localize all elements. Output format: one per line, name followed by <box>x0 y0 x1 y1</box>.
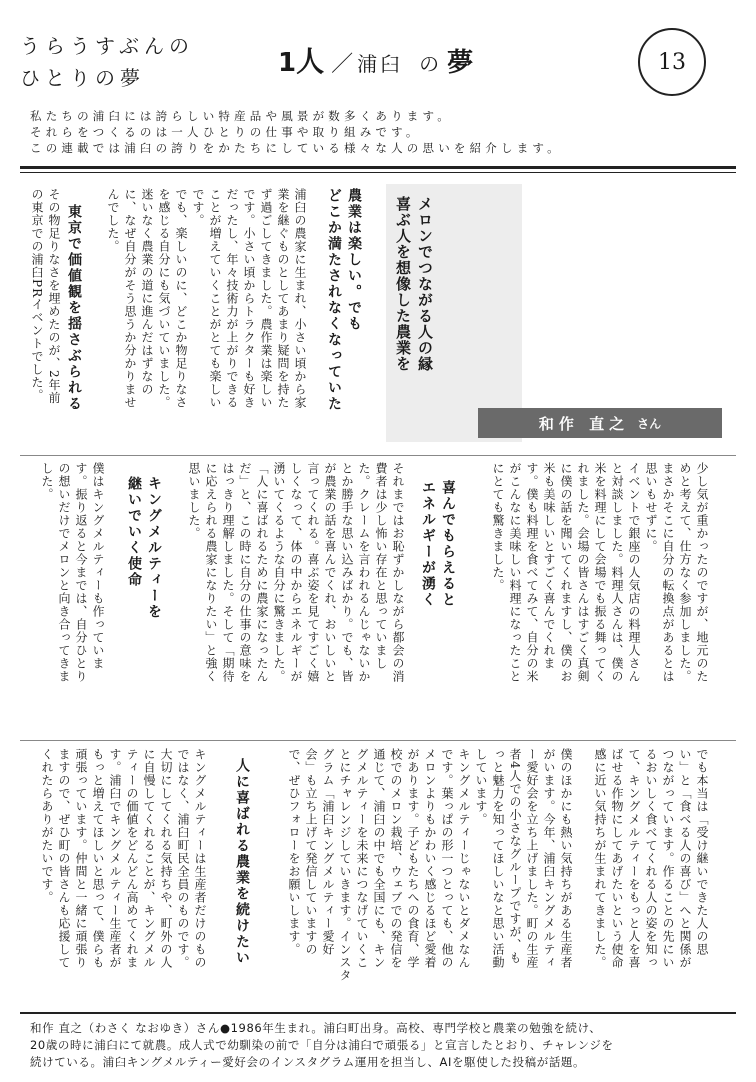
row1-heading-2: 東京で価値観を揺さぶられる <box>66 204 82 412</box>
intro-line3: この連載では浦臼の誇りをかたちにしている様々な人の思いを紹介します。 <box>30 141 563 155</box>
profile-text: 和作 直之（わさく なおゆき）さん●1986年生まれ。浦臼町出身。高校、専門学校と農業の勉強を続け、 20歳の時に浦臼にて就農。成人式で幼馴染の前で「自分は浦臼で頑張る」と宣言したとおり、チャレンジを 続けている。浦臼キングメルティー愛好会のインスタグラム運用を担当し、AIを駆使した投稿が話題。 <box>30 1021 614 1069</box>
interviewee-honorific: さん <box>637 416 662 431</box>
row2-body-2: 僕はキングメルティーも作っていま す。振り返ると今までは、自分ひとり の想いだけでメロンと向き合ってきま した。 <box>40 462 105 683</box>
row3-body-end: キングメルティーは生産者だけのもの ではなく、浦臼町民全員のものです。 大切にしてくれる気持ちや、町外の人 に自慢してくれることが、キングメル ティーの価値をどんどん高めてくれま す。浦臼でキングメルティー生産者が もっと増えてほしいと思って、僕らも 頑張っています。仲間と一緒に頑張り ますので、ぜひ町の皆さんも応援して くれたらありがたいです。 <box>40 748 207 969</box>
row2-divider <box>20 740 736 741</box>
title-place: 浦臼 <box>357 52 404 76</box>
main-title <box>278 40 473 80</box>
profile-rule <box>20 1012 736 1014</box>
row1-heading-1: 農業は楽しい。でも どこか満たされなくなっていた <box>326 188 362 412</box>
header-rule-thick <box>20 166 736 169</box>
intro-text <box>30 108 730 156</box>
row3-heading: 人に喜ばれる農業を続けたい <box>234 758 250 966</box>
title-person: 人 <box>296 45 326 78</box>
title-particle: の <box>419 52 440 76</box>
series-title-line2: ひとりの夢 <box>20 66 145 90</box>
interviewee-name-bar <box>478 408 722 438</box>
issue-number-badge <box>638 28 706 96</box>
row1-divider <box>20 455 736 456</box>
row2-heading-1: 喜んでもらえると エネルギーが湧く <box>420 480 456 608</box>
title-number: 1 <box>278 48 297 78</box>
intro-line2: それらをつくるのは一人ひとりの仕事や取り組みです。 <box>30 125 422 139</box>
interviewee-name: 和作 直之 <box>538 414 630 433</box>
lead-title: メロンでつながる人の縁 喜ぶ人を想像した農業を <box>394 196 434 372</box>
row2-body-1: それまではお恥ずかしながら都会の消 費者は少し怖い存在と思っていまし た。クレームを言われるんじゃないか とか勝手な思い込みばかり。でも、皆 が農業の話を喜んでくれ、おいしいと 言ってくれる。喜ぶ姿を見てすごく嬉 しくなって、体の中からエネルギーが 湧いてくるような自分に驚きました。 「人に喜ばれるために農家になったん だ」と、この時に自分の仕事の意味を はっきり理解しました。そして「期待 に応えられる農家になりたい」と強く 思いました。 <box>187 462 405 683</box>
title-slash: ／ <box>331 52 354 77</box>
row3-body-continued: でも本当は「受け継いできた人の思 い」と「食べる人の喜び」へと関係が つながっています。作ることの先にい るおいしく食べてくれる人の姿を知っ て、キングメルティーをもっと人を喜 ばせる作物にしてあげたいという使命 感に近い気持ちが生まれてきました。 <box>593 748 709 969</box>
issue-number: 13 <box>658 49 686 75</box>
series-title-line1: うらうすぶんの <box>20 34 194 58</box>
intro-line1: 私たちの浦臼には誇らしい特産品や風景が数多くあります。 <box>30 109 453 123</box>
row1-body-1: 浦臼の農家に生まれ、小さい頃から家 業を継ぐものとしてあまり疑問を持た ず過ごしてきました。農作業は楽しい です。小さい頃からトラクターも好き だったし、年々技術力が上がりできる ことが増えていくことがとても楽しい です。 でも、楽しいのに、どこか物足りなさ を感じる自分にも気づいていました。 迷いなく農業の道に進んだはずなの に、なぜ自分がそう思うか分かりませ んでした。 <box>106 188 307 409</box>
series-title <box>20 30 194 94</box>
header-rule-thin <box>20 172 736 173</box>
row2-heading-2: キングメルティーを 継いでいく使命 <box>126 476 162 620</box>
row2-body-continued: 少し気が重かったのですが、地元のた めと考えて、仕方なく参加しました。 まさかそこに自分の転換点があるとは 思いもせずに。 イベントで銀座の人気店の料理人さん と対談しました。料理人さんは、僕の 米を料理にして会場でも振る舞ってく れました。会場の皆さんはすごく真剣 に僕の話を聞いてくれますし、僕のお 米も美味しいとすごく喜んでくれま す。僕も料理を食べてみて、自分の米 がこんなに美味しい料理になったこと にとても驚きました。 <box>491 462 709 683</box>
row1-body-2: その物足りなさを埋めたのが、2年前 の東京での浦臼PRイベントでした。 <box>30 188 61 405</box>
row3-body-mid: 僕のほかにも熱い気持ちがある生産者 がいます。今年、浦臼キングメルティ ー愛好会を立ち上げました。町の生産 者4人での小さなグループですが、も っと魅力を知ってほしいなと思い活動 しています。 キングメルティーじゃないとダメなん です。葉っぱの形一つとっても、他の メロンよりもかわいく感じるほど愛着 があります。子どもたちへの食育、学 校でのメロン栽培、ウェブでの発信を 通じて、浦臼の中でも全国にも、キン グメルティーを未来につなげていくこ とにチャレンジしていきます。インスタ グラム「浦臼キングメルティー愛好 会」も立ち上げて発信していますの で、ぜひフォローをお願いします。 <box>287 748 573 982</box>
title-dream: 夢 <box>447 48 474 78</box>
